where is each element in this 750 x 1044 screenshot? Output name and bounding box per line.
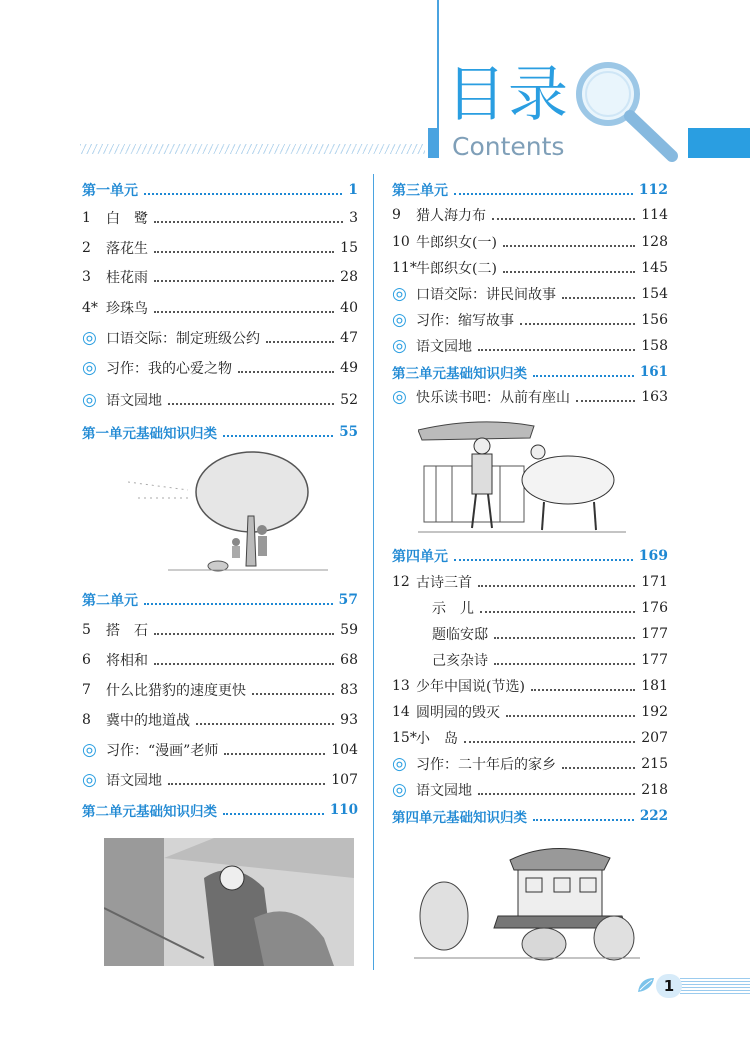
- toc-leader-dots: [531, 689, 635, 691]
- toc-entry-page: 107: [331, 772, 358, 788]
- bullseye-icon: ◎: [392, 284, 407, 304]
- toc-entry[interactable]: [392, 622, 668, 646]
- toc-entry-number: 13: [392, 678, 410, 694]
- toc-entry[interactable]: [82, 648, 358, 672]
- toc-entry-label: 快乐读书吧：从前有座山: [416, 390, 570, 406]
- toc-entry[interactable]: [82, 708, 358, 732]
- toc-leader-dots: [154, 280, 334, 282]
- toc-entry-label: 语文园地: [106, 393, 162, 409]
- toc-entry-page: 171: [641, 574, 668, 590]
- bullseye-icon: ◎: [392, 780, 407, 800]
- toc-leader-dots: [562, 297, 635, 299]
- toc-unit-heading[interactable]: [392, 178, 668, 202]
- bullseye-icon: ◎: [392, 387, 407, 407]
- toc-leader-dots: [154, 663, 334, 665]
- toc-entry[interactable]: [82, 236, 358, 260]
- toc-entry-number: 14: [392, 704, 410, 720]
- toc-entry-label: 习作：二十年后的家乡: [416, 757, 556, 773]
- page-title: 目录: [446, 60, 570, 130]
- toc-entry-label: 牛郎织女(二): [416, 261, 497, 277]
- toc-entry-page: 222: [639, 808, 668, 824]
- toc-leader-dots: [154, 251, 334, 253]
- toc-entry[interactable]: [392, 674, 668, 698]
- toc-entry-label: 语文园地: [416, 783, 472, 799]
- village-illustration: [414, 832, 640, 966]
- toc-entry-label: 第一单元: [82, 183, 138, 199]
- toc-entry-page: 161: [639, 364, 668, 380]
- toc-entry-number: 11*: [392, 260, 417, 276]
- toc-entry-label: 口语交际：讲民间故事: [416, 287, 556, 303]
- general-scene-illustration: [104, 838, 354, 966]
- toc-entry-number: 1: [82, 210, 91, 226]
- toc-leader-dots: [562, 767, 635, 769]
- toc-entry-label: 第三单元基础知识归类: [392, 366, 527, 382]
- toc-leader-dots: [144, 193, 342, 195]
- toc-leader-dots: [252, 693, 334, 695]
- toc-entry-label: 白 鹭: [106, 211, 148, 227]
- toc-entry-page: 104: [331, 742, 358, 758]
- toc-unit-summary[interactable]: [392, 804, 668, 828]
- toc-entry-label: 牛郎织女(一): [416, 235, 497, 251]
- header-accent-block: [428, 128, 438, 158]
- toc-entry[interactable]: [82, 618, 358, 642]
- toc-entry-page: 114: [641, 207, 668, 223]
- toc-entry-number: 6: [82, 652, 91, 668]
- page-badge-stripes: [680, 978, 750, 994]
- toc-leader-dots: [520, 323, 635, 325]
- toc-entry-page: 40: [340, 300, 358, 316]
- toc-entry-label: 将相和: [106, 653, 148, 669]
- toc-leader-dots: [478, 793, 635, 795]
- bullseye-icon: ◎: [392, 310, 407, 330]
- toc-entry-label: 古诗三首: [416, 575, 472, 591]
- toc-leader-dots: [154, 633, 334, 635]
- toc-leader-dots: [503, 245, 635, 247]
- toc-entry[interactable]: [82, 206, 358, 230]
- toc-entry[interactable]: [392, 570, 668, 594]
- toc-leader-dots: [454, 559, 633, 561]
- toc-entry-label: 语文园地: [106, 773, 162, 789]
- toc-entry-label: 习作：缩写故事: [416, 313, 514, 329]
- toc-entry-label: 少年中国说(节选): [416, 679, 525, 695]
- toc-leader-dots: [223, 435, 333, 437]
- tree-illustration: [128, 446, 350, 582]
- toc-entry[interactable]: [392, 648, 668, 672]
- toc-unit-heading[interactable]: [392, 544, 668, 568]
- toc-entry-page: 59: [340, 622, 358, 638]
- toc-entry-label: 语文园地: [416, 339, 472, 355]
- toc-entry-label: 圆明园的毁灭: [416, 705, 500, 721]
- toc-unit-summary[interactable]: [392, 360, 668, 384]
- toc-entry-number: 12: [392, 574, 410, 590]
- toc-entry[interactable]: [82, 265, 358, 289]
- toc-entry-page: 52: [340, 392, 358, 408]
- toc-entry-label: 珍珠鸟: [106, 301, 148, 317]
- toc-leader-dots: [168, 403, 334, 405]
- leaf-icon: [636, 976, 658, 996]
- toc-entry-label: 什么比猎豹的速度更快: [106, 683, 246, 699]
- toc-entry[interactable]: [392, 256, 668, 280]
- toc-leader-dots: [168, 783, 325, 785]
- toc-entry-label: 搭 石: [106, 623, 148, 639]
- toc-leader-dots: [576, 400, 635, 402]
- toc-entry-label: 小 岛: [416, 731, 458, 747]
- toc-leader-dots: [533, 375, 634, 377]
- toc-unit-heading[interactable]: [82, 178, 358, 202]
- toc-entry-page: 218: [641, 782, 668, 798]
- toc-leader-dots: [533, 819, 634, 821]
- toc-entry-number: 2: [82, 240, 91, 256]
- toc-entry-page: 112: [638, 182, 668, 198]
- toc-entry[interactable]: [392, 726, 668, 750]
- toc-entry-page: 83: [340, 682, 358, 698]
- toc-entry-number: 7: [82, 682, 91, 698]
- toc-entry-number: 9: [392, 207, 401, 223]
- toc-entry-number: 8: [82, 712, 91, 728]
- toc-leader-dots: [494, 663, 635, 665]
- toc-entry-page: 177: [641, 652, 668, 668]
- column-divider: [373, 174, 374, 970]
- toc-entry-page: 15: [340, 240, 358, 256]
- page-number-badge: [636, 974, 750, 998]
- toc-entry-label: 第四单元基础知识归类: [392, 810, 527, 826]
- toc-leader-dots: [506, 715, 635, 717]
- magnifier-icon: [572, 54, 682, 164]
- toc-entry-page: 47: [340, 330, 358, 346]
- toc-entry-page: 145: [641, 260, 668, 276]
- toc-leader-dots: [478, 349, 635, 351]
- toc-unit-summary[interactable]: [82, 420, 358, 444]
- toc-entry-label: 落花生: [106, 241, 148, 257]
- toc-entry-page: 177: [641, 626, 668, 642]
- toc-leader-dots: [503, 271, 635, 273]
- toc-entry-label: 第二单元: [82, 593, 138, 609]
- toc-entry-page: 1: [348, 182, 358, 198]
- bullseye-icon: ◎: [82, 740, 97, 760]
- toc-entry-label: 习作：“漫画”老师: [106, 743, 219, 759]
- toc-entry[interactable]: [82, 296, 358, 320]
- toc-leader-dots: [494, 637, 635, 639]
- toc-entry-page: 154: [641, 286, 668, 302]
- bullseye-icon: ◎: [82, 358, 97, 378]
- toc-entry-label: 口语交际：制定班级公约: [106, 331, 260, 347]
- toc-entry[interactable]: [392, 596, 668, 620]
- toc-entry[interactable]: [392, 752, 668, 776]
- toc-entry-page: 68: [340, 652, 358, 668]
- toc-leader-dots: [144, 603, 333, 605]
- toc-entry-label: 第二单元基础知识归类: [82, 804, 217, 820]
- toc-entry-page: 215: [641, 756, 668, 772]
- toc-entry-page: 158: [641, 338, 668, 354]
- toc-entry-page: 192: [641, 704, 668, 720]
- bullseye-icon: ◎: [82, 770, 97, 790]
- bullseye-icon: ◎: [392, 754, 407, 774]
- page-number: 1: [656, 974, 682, 998]
- toc-entry-page: 3: [349, 210, 358, 226]
- toc-leader-dots: [480, 611, 635, 613]
- toc-entry[interactable]: [82, 326, 358, 350]
- bullseye-icon: ◎: [392, 336, 407, 356]
- toc-entry[interactable]: [392, 778, 668, 802]
- toc-entry-page: 181: [641, 678, 668, 694]
- toc-entry[interactable]: [392, 700, 668, 724]
- toc-leader-dots: [454, 193, 633, 195]
- cowherd-illustration: [418, 416, 626, 540]
- header-blue-bar: [688, 128, 750, 158]
- toc-entry-label: 第一单元基础知识归类: [82, 426, 217, 442]
- toc-entry-label: 第三单元: [392, 183, 448, 199]
- toc-entry-page: 28: [340, 269, 358, 285]
- toc-entry-label: 示 儿: [432, 601, 474, 617]
- toc-entry-label: 猎人海力布: [416, 208, 486, 224]
- header-hatch-band: [80, 144, 425, 154]
- toc-entry[interactable]: [392, 282, 668, 306]
- toc-entry-page: 156: [641, 312, 668, 328]
- toc-entry-label: 题临安邸: [432, 627, 488, 643]
- toc-entry-page: 57: [338, 592, 358, 608]
- toc-entry-number: 4*: [82, 300, 98, 316]
- toc-leader-dots: [478, 585, 635, 587]
- toc-entry-page: 55: [339, 424, 358, 440]
- toc-entry-page: 169: [638, 548, 668, 564]
- toc-entry[interactable]: [82, 388, 358, 412]
- toc-entry-number: 15*: [392, 730, 417, 746]
- bullseye-icon: ◎: [82, 328, 97, 348]
- toc-entry-label: 习作：我的心爱之物: [106, 361, 232, 377]
- toc-entry-label: 桂花雨: [106, 270, 148, 286]
- toc-entry-page: 93: [340, 712, 358, 728]
- toc-entry[interactable]: [82, 678, 358, 702]
- toc-entry-page: 163: [641, 389, 668, 405]
- toc-unit-summary[interactable]: [82, 798, 358, 822]
- toc-leader-dots: [196, 723, 334, 725]
- toc-entry-number: 5: [82, 622, 91, 638]
- toc-leader-dots: [224, 753, 325, 755]
- toc-leader-dots: [238, 371, 334, 373]
- toc-entry-page: 176: [641, 600, 668, 616]
- toc-entry-page: 128: [641, 234, 668, 250]
- toc-leader-dots: [223, 813, 324, 815]
- toc-entry[interactable]: [82, 738, 358, 762]
- toc-entry[interactable]: [82, 356, 358, 380]
- toc-leader-dots: [464, 741, 635, 743]
- toc-entry-label: 第四单元: [392, 549, 448, 565]
- toc-entry-label: 己亥杂诗: [432, 653, 488, 669]
- page-subtitle: Contents: [452, 132, 565, 161]
- toc-unit-heading[interactable]: [82, 588, 358, 612]
- toc-entry-number: 10: [392, 234, 410, 250]
- toc-entry[interactable]: [392, 308, 668, 332]
- bullseye-icon: ◎: [82, 390, 97, 410]
- toc-entry[interactable]: [392, 203, 668, 227]
- toc-entry-page: 207: [641, 730, 668, 746]
- toc-entry-page: 110: [329, 802, 358, 818]
- toc-leader-dots: [154, 311, 334, 313]
- toc-entry[interactable]: [392, 334, 668, 358]
- toc-entry[interactable]: [392, 230, 668, 254]
- toc-leader-dots: [266, 341, 334, 343]
- toc-entry-number: 3: [82, 269, 91, 285]
- toc-entry-page: 49: [340, 360, 358, 376]
- toc-entry[interactable]: [82, 768, 358, 792]
- toc-entry[interactable]: [392, 385, 668, 409]
- toc-entry-label: 冀中的地道战: [106, 713, 190, 729]
- toc-leader-dots: [154, 221, 343, 223]
- toc-leader-dots: [492, 218, 635, 220]
